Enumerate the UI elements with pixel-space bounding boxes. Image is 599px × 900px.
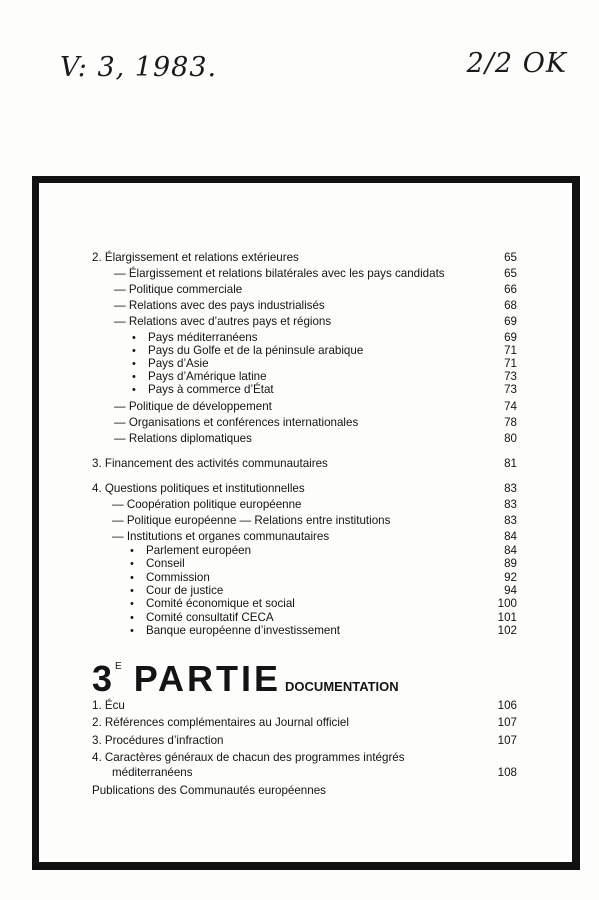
- publications-footer: Publications des Communautés européennes: [92, 784, 326, 797]
- part-subtitle: DOCUMENTATION: [285, 679, 399, 694]
- section-3-heading: 3. Financement des activités communautaires: [92, 457, 328, 470]
- toc-page: 89: [504, 557, 517, 570]
- toc-page: 102: [497, 624, 517, 637]
- toc-bullet-item: • Conseil: [146, 557, 185, 571]
- part-word: PARTIE: [133, 658, 282, 699]
- toc-item-4-line-1: 4. Caractères généraux de chacun des programmes intégrés: [92, 751, 405, 764]
- toc-item: 3. Procédures d’infraction: [92, 734, 224, 747]
- toc-bullet-item: • Pays à commerce d’État: [148, 383, 274, 397]
- toc-page: 107: [497, 734, 517, 747]
- part-3-title: [92, 658, 399, 700]
- section-4-heading: 4. Questions politiques et institutionnelles: [92, 482, 305, 495]
- toc-page: 100: [497, 597, 517, 610]
- toc-bullet-item: • Pays méditerranéens: [148, 331, 258, 345]
- toc-page: 84: [504, 530, 517, 543]
- toc-bullet-item: • Parlement européen: [146, 544, 251, 558]
- toc-page: 78: [504, 416, 517, 429]
- toc-bullet-item: • Banque européenne d’investissement: [146, 624, 340, 638]
- toc-bullet-item: • Pays d’Asie: [148, 357, 209, 371]
- toc-item: — Organisations et conférences internationales: [114, 416, 359, 429]
- section-2-heading: 2. Élargissement et relations extérieures: [92, 251, 299, 264]
- toc-item: — Relations avec d’autres pays et régions: [114, 315, 332, 328]
- toc-page: 92: [504, 571, 517, 584]
- toc-bullet-item: • Comité consultatif CECA: [146, 611, 274, 625]
- toc-page: 83: [504, 514, 517, 527]
- toc-item: — Relations diplomatiques: [114, 432, 252, 445]
- toc-bullet-item: • Comité économique et social: [146, 597, 295, 611]
- toc-page: 65: [504, 267, 517, 280]
- toc-item: — Élargissement et relations bilatérales avec les pays candidats: [114, 267, 445, 280]
- toc-page: 106: [497, 699, 517, 712]
- toc-page: 73: [504, 370, 517, 383]
- part-number: 3: [92, 658, 114, 699]
- handwritten-reference: V: 3, 1983.: [60, 52, 218, 83]
- section-3-page: 81: [504, 457, 517, 470]
- toc-page: 107: [497, 716, 517, 729]
- toc-bullet-item: • Pays d’Amérique latine: [148, 370, 267, 384]
- toc-page: 69: [504, 331, 517, 344]
- toc-item: — Politique européenne — Relations entre institutions: [112, 514, 391, 527]
- toc-item: 2. Références complémentaires au Journal officiel: [92, 716, 349, 729]
- toc-item: — Politique commerciale: [114, 283, 243, 296]
- part-number-superscript: E: [115, 661, 122, 672]
- toc-page: 94: [504, 584, 517, 597]
- toc-bullet-item: • Cour de justice: [146, 584, 223, 598]
- toc-page: 68: [504, 299, 517, 312]
- toc-page: 101: [497, 611, 517, 624]
- toc-bullet-item: • Commission: [146, 571, 210, 585]
- section-2-page: 65: [504, 251, 517, 264]
- toc-item: — Coopération politique européenne: [112, 498, 302, 511]
- toc-item-4-line-2: méditerranéens: [112, 766, 193, 779]
- toc-page: 83: [504, 498, 517, 511]
- toc-page: 71: [504, 344, 517, 357]
- toc-page: 84: [504, 544, 517, 557]
- toc-page: 108: [497, 766, 517, 779]
- toc-item: — Relations avec des pays industrialisés: [114, 299, 325, 312]
- toc-item: — Institutions et organes communautaires: [112, 530, 330, 543]
- toc-item: 1. Écu: [92, 699, 125, 712]
- toc-bullet-item: • Pays du Golfe et de la péninsule arabique: [148, 344, 363, 358]
- toc-page: 73: [504, 383, 517, 396]
- toc-page: 66: [504, 283, 517, 296]
- section-4-page: 83: [504, 482, 517, 495]
- toc-page: 71: [504, 357, 517, 370]
- toc-page: 74: [504, 400, 517, 413]
- toc-page: 69: [504, 315, 517, 328]
- toc-page: 80: [504, 432, 517, 445]
- toc-item: — Politique de développement: [114, 400, 272, 413]
- handwritten-check: 2/2 OK: [466, 48, 567, 79]
